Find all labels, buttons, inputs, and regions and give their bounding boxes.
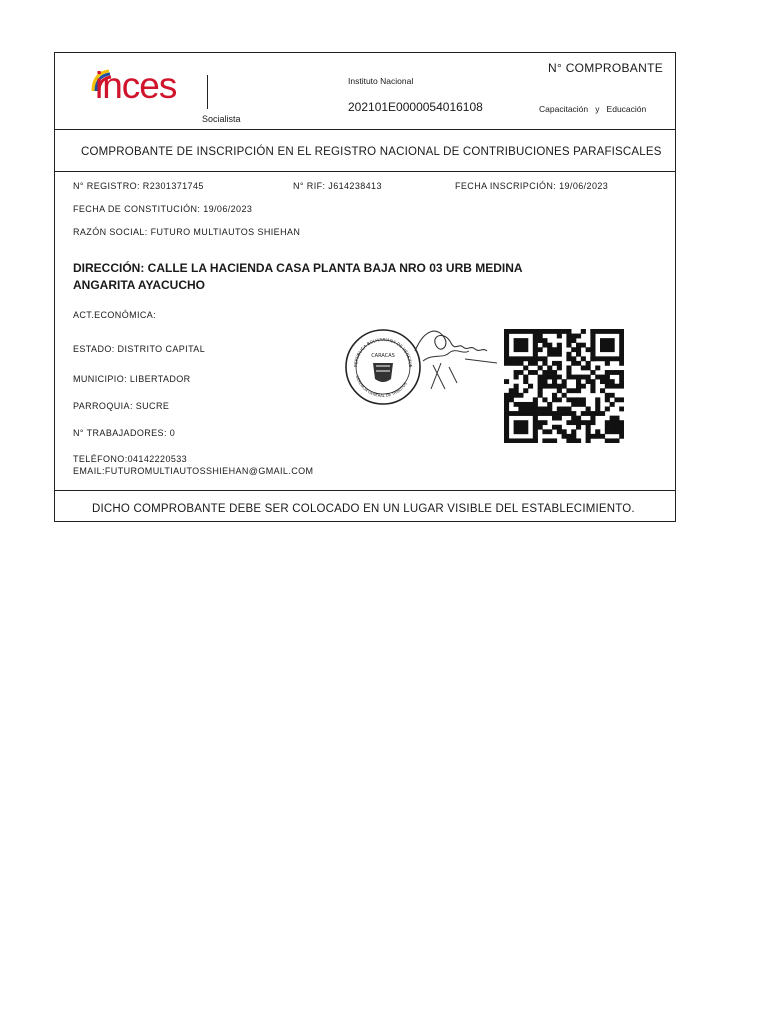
- parroquia-field: PARROQUIA: SUCRE: [73, 401, 170, 411]
- svg-text:GERENCIA GENERAL DE TRIBUTOS: GERENCIA GENERAL DE TRIBUTOS: [354, 374, 408, 399]
- fecha-inscripcion-field: FECHA INSCRIPCIÓN: 19/06/2023: [455, 181, 609, 191]
- logo-caption: Socialista: [202, 114, 241, 124]
- comprobante-document: [54, 52, 676, 522]
- footer-note: DICHO COMPROBANTE DEBE SER COLOCADO EN UN LUGAR VISIBLE DEL ESTABLECIMIENTO.: [92, 503, 635, 515]
- direccion-field: DIRECCIÓN: CALLE LA HACIENDA CASA PLANTA BAJA NRO 03 URB MEDINA ANGARITA AYACUCHO: [73, 261, 523, 292]
- instituto-label: Instituto Nacional: [348, 76, 414, 86]
- act-economica-field: ACT.ECONÓMICA:: [73, 310, 157, 320]
- comprobante-number: 202101E0000054016108: [348, 100, 483, 114]
- document-title: COMPROBANTE DE INSCRIPCIÓN EN EL REGISTRO NACIONAL DE CONTRIBUCIONES PARAFISCALES: [81, 146, 662, 158]
- email-field: EMAIL:FUTUROMULTIAUTOSSHIEHAN@GMAIL.COM: [73, 466, 314, 476]
- comprobante-label: N° COMPROBANTE: [548, 61, 664, 75]
- trabajadores-field: N° TRABAJADORES: 0: [73, 428, 176, 438]
- telefono-field: TELÉFONO:04142220533: [73, 454, 188, 464]
- fecha-constitucion-field: FECHA DE CONSTITUCIÓN: 19/06/2023: [73, 204, 253, 214]
- header-divider: [55, 129, 675, 130]
- title-divider: [55, 171, 675, 172]
- razon-social-field: RAZÓN SOCIAL: FUTURO MULTIAUTOS SHIEHAN: [73, 227, 301, 237]
- logo-wordmark: inces: [95, 65, 177, 106]
- inces-logo: [89, 65, 209, 111]
- qr-code-icon: [504, 329, 624, 443]
- municipio-field: MUNICIPIO: LIBERTADOR: [73, 374, 191, 384]
- svg-text:REPÚBLICA BOLIVARIANA DE VENEZ: REPÚBLICA BOLIVARIANA DE VENEZUE: [352, 336, 414, 368]
- logo-divider: [207, 75, 208, 109]
- svg-text:CARACAS: CARACAS: [371, 353, 395, 359]
- registro-field: N° REGISTRO: R2301371745: [73, 181, 204, 191]
- capacitacion-label: Capacitación y Educación: [539, 104, 647, 114]
- estado-field: ESTADO: DISTRITO CAPITAL: [73, 344, 206, 354]
- signature-icon: [405, 323, 505, 395]
- rif-field: N° RIF: J614238413: [293, 181, 382, 191]
- footer-divider: [55, 490, 675, 491]
